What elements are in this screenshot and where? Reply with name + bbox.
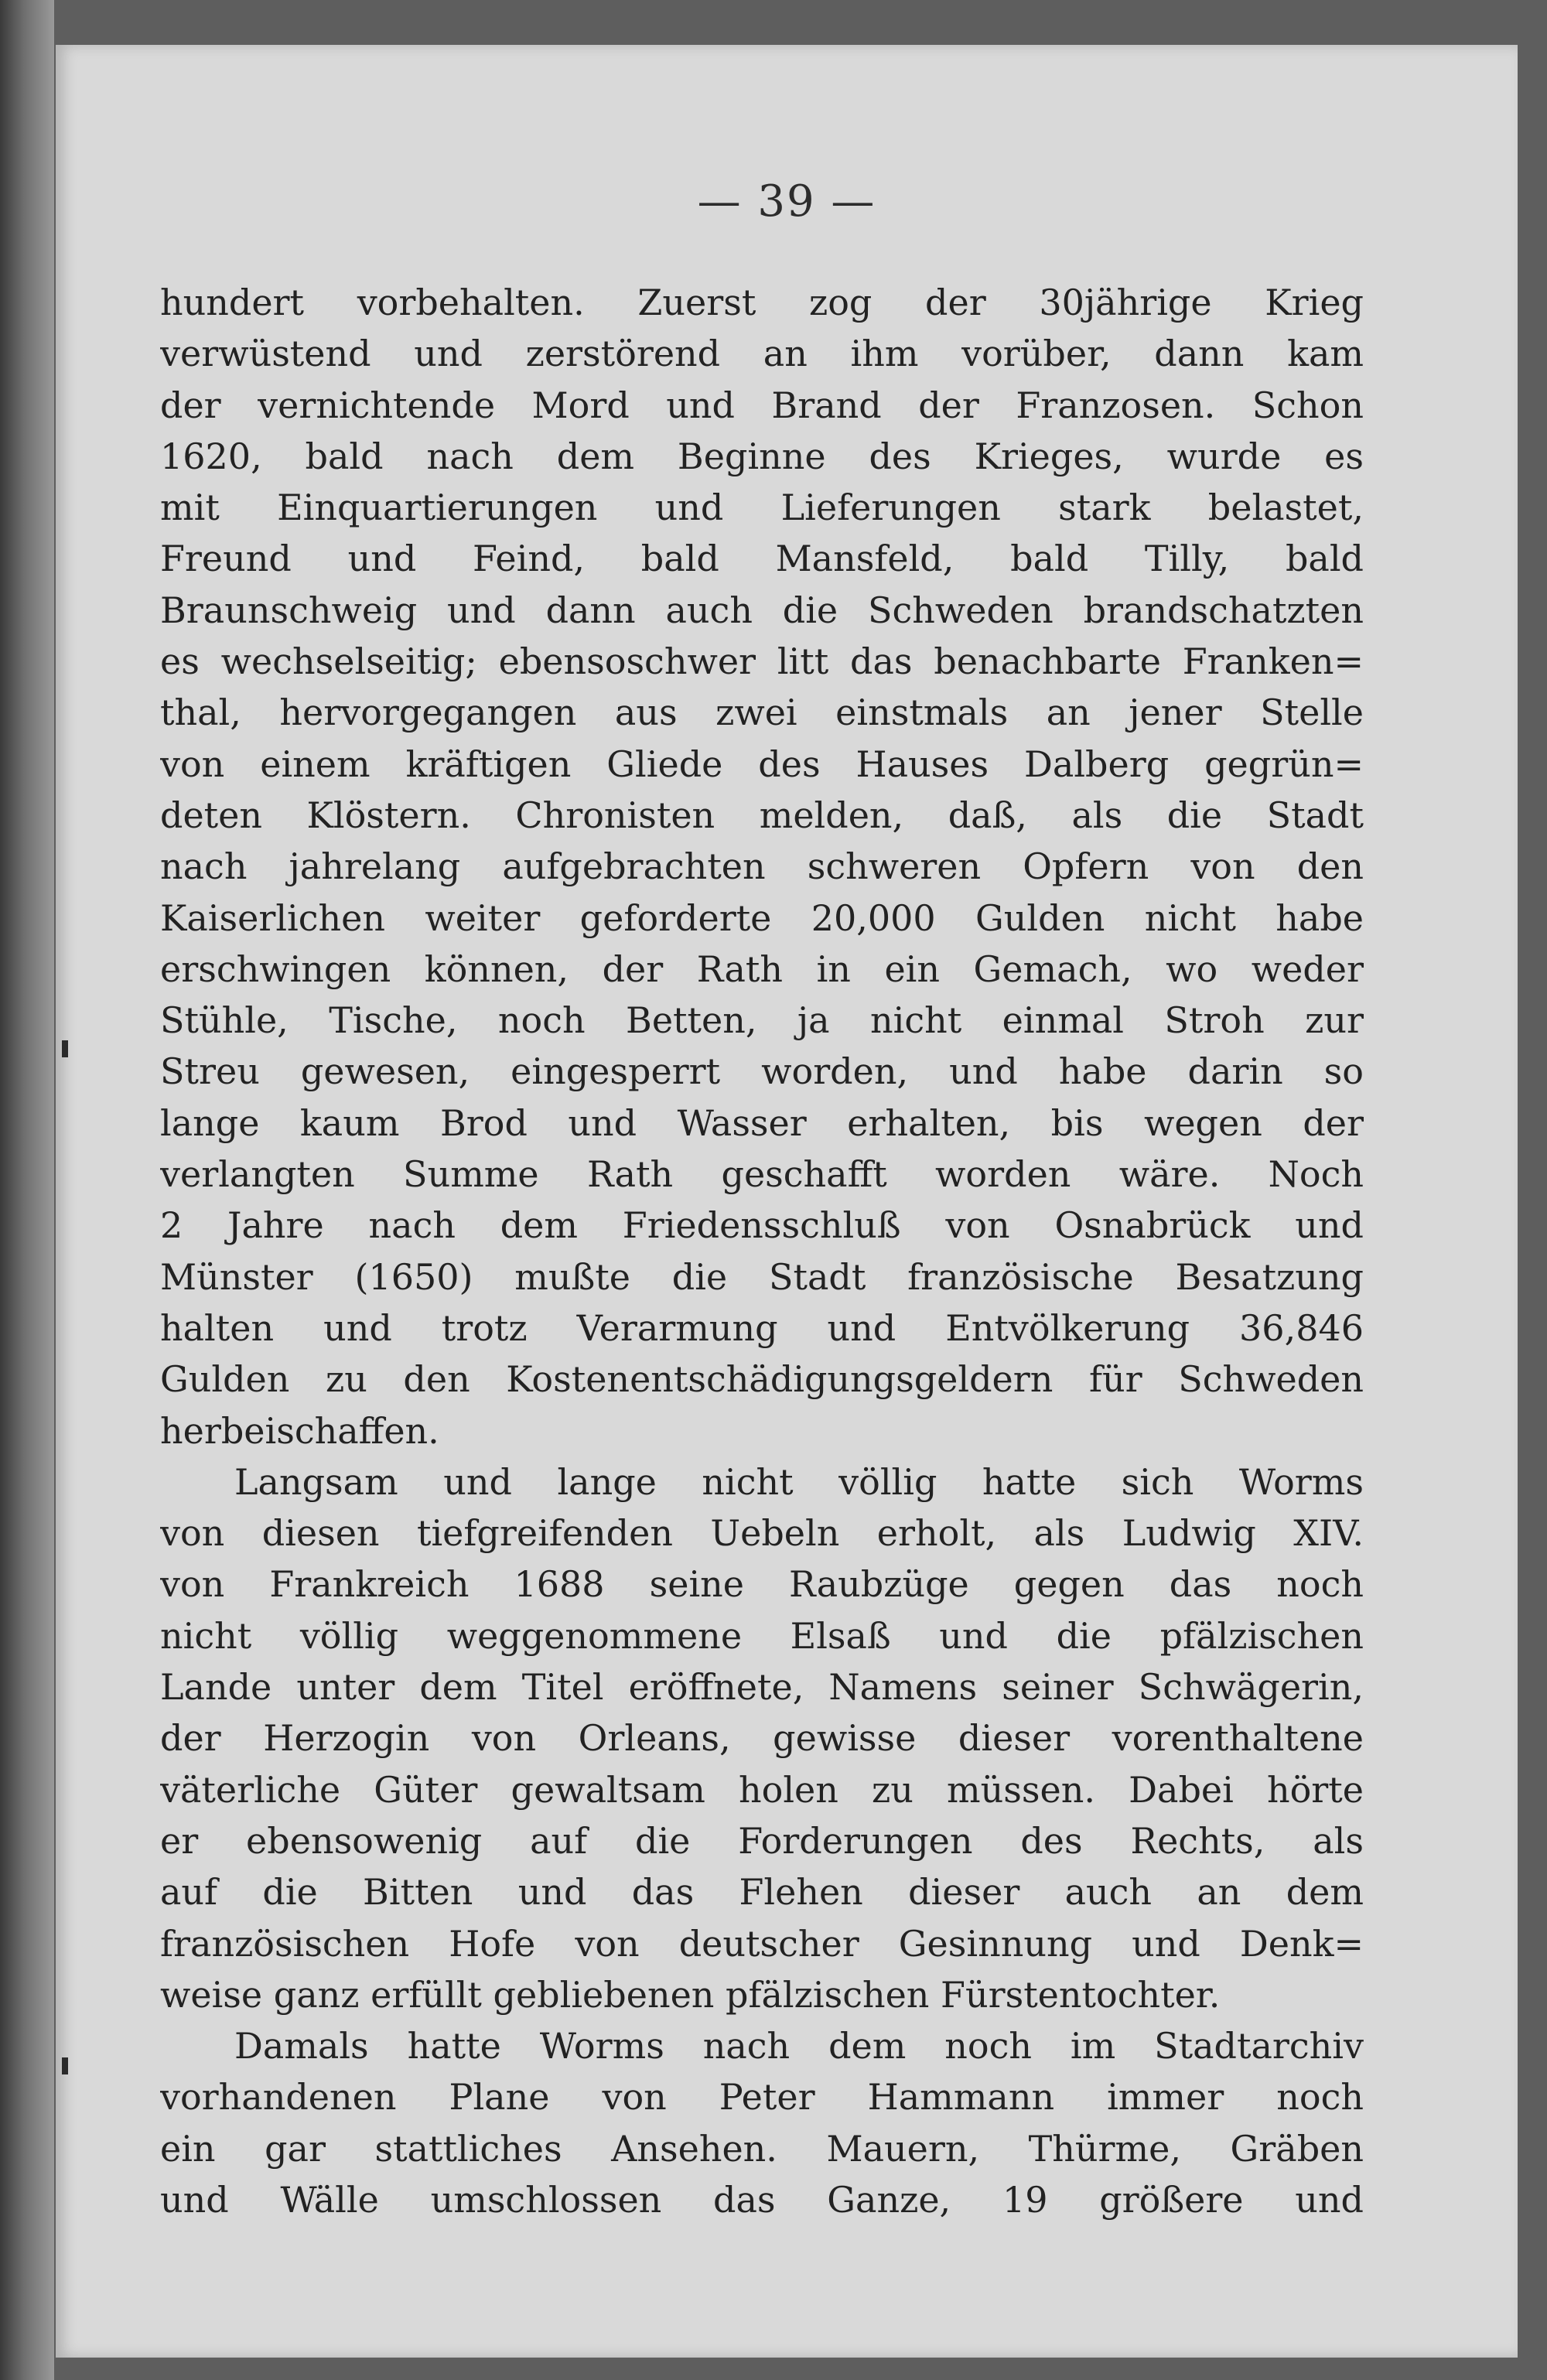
text-line: französischen Hofe von deutscher Gesinnung und Denk=: [160, 1922, 1364, 1965]
text-line: erschwingen können, der Rath in ein Gemach, wo weder: [160, 948, 1364, 990]
text-line: Freund und Feind, bald Mansfeld, bald Tilly, bald: [160, 538, 1364, 580]
book-binding-edge: [0, 0, 54, 2380]
text-line: Kaiserlichen weiter geforderte 20,000 Gulden nicht habe: [160, 896, 1364, 939]
text-line: 2 Jahre nach dem Friedensschluß von Osnabrück und: [160, 1204, 1364, 1247]
text-line: thal, hervorgegangen aus zwei einstmals an jener Stelle: [160, 691, 1364, 734]
text-line: Streu gewesen, eingesperrt worden, und habe darin so: [160, 1050, 1364, 1093]
text-line: von diesen tiefgreifenden Uebeln erholt, als Ludwig XIV.: [160, 1512, 1364, 1555]
text-line: hundert vorbehalten. Zuerst zog der 30jährige Krieg: [160, 282, 1364, 323]
text-line: vorhandenen Plane von Peter Hammann immer noch: [160, 2076, 1364, 2119]
text-line: und Wälle umschlossen das Ganze, 19 größere und: [160, 2178, 1364, 2221]
text-line: Braunschweig und dann auch die Schweden brandschatzten: [160, 589, 1364, 631]
text-line: Damals hatte Worms nach dem noch im Stadtarchiv: [234, 2025, 1364, 2068]
book-page: [56, 45, 1518, 2358]
text-line: Gulden zu den Kostenentschädigungsgeldern für Schweden: [160, 1358, 1364, 1401]
text-line: nach jahrelang aufgebrachten schweren Opfern von den: [160, 845, 1364, 888]
text-line: der vernichtende Mord und Brand der Franzosen. Schon: [160, 384, 1364, 426]
text-line: verwüstend und zerstörend an ihm vorüber, dann kam: [160, 333, 1364, 375]
body-text: [160, 277, 1364, 2225]
text-line: herbeischaffen.: [160, 1409, 439, 1452]
text-line: Stühle, Tische, noch Betten, ja nicht einmal Stroh zur: [160, 999, 1364, 1042]
text-line: Lande unter dem Titel eröffnete, Namens seiner Schwägerin,: [160, 1666, 1364, 1709]
text-line: deten Klöstern. Chronisten melden, daß, als die Stadt: [160, 794, 1364, 836]
text-line: er ebensowenig auf die Forderungen des Rechts, als: [160, 1819, 1364, 1862]
text-line: verlangten Summe Rath geschafft worden wäre. Noch: [160, 1153, 1364, 1196]
margin-mark: [62, 2057, 68, 2074]
text-line: nicht völlig weggenommene Elsaß und die pfälzischen: [160, 1614, 1364, 1657]
text-line: von Frankreich 1688 seine Raubzüge gegen das noch: [160, 1563, 1364, 1606]
text-line: es wechselseitig; ebensoschwer litt das benachbarte Franken=: [160, 640, 1364, 683]
text-line: mit Einquartierungen und Lieferungen stark belastet,: [160, 487, 1364, 529]
text-line: Langsam und lange nicht völlig hatte sich Worms: [234, 1460, 1364, 1503]
page-number: — 39 —: [697, 176, 876, 227]
text-line: von einem kräftigen Gliede des Hauses Dalberg gegrün=: [160, 743, 1364, 785]
text-line: auf die Bitten und das Flehen dieser auch an dem: [160, 1871, 1364, 1914]
text-line: ein gar stattliches Ansehen. Mauern, Thürme, Gräben: [160, 2127, 1364, 2170]
text-line: 1620, bald nach dem Beginne des Krieges, wurde es: [160, 435, 1364, 477]
margin-mark: [62, 1040, 68, 1057]
text-line: der Herzogin von Orleans, gewisse dieser vorenthaltene: [160, 1717, 1364, 1760]
text-line: halten und trotz Verarmung und Entvölkerung 36,846: [160, 1306, 1364, 1349]
text-line: lange kaum Brod und Wasser erhalten, bis wegen der: [160, 1101, 1364, 1144]
text-line: Münster (1650) mußte die Stadt französische Besatzung: [160, 1255, 1364, 1298]
text-line: weise ganz erfüllt gebliebenen pfälzischen Fürstentochter.: [160, 1973, 1221, 2016]
text-line: väterliche Güter gewaltsam holen zu müssen. Dabei hörte: [160, 1768, 1364, 1811]
